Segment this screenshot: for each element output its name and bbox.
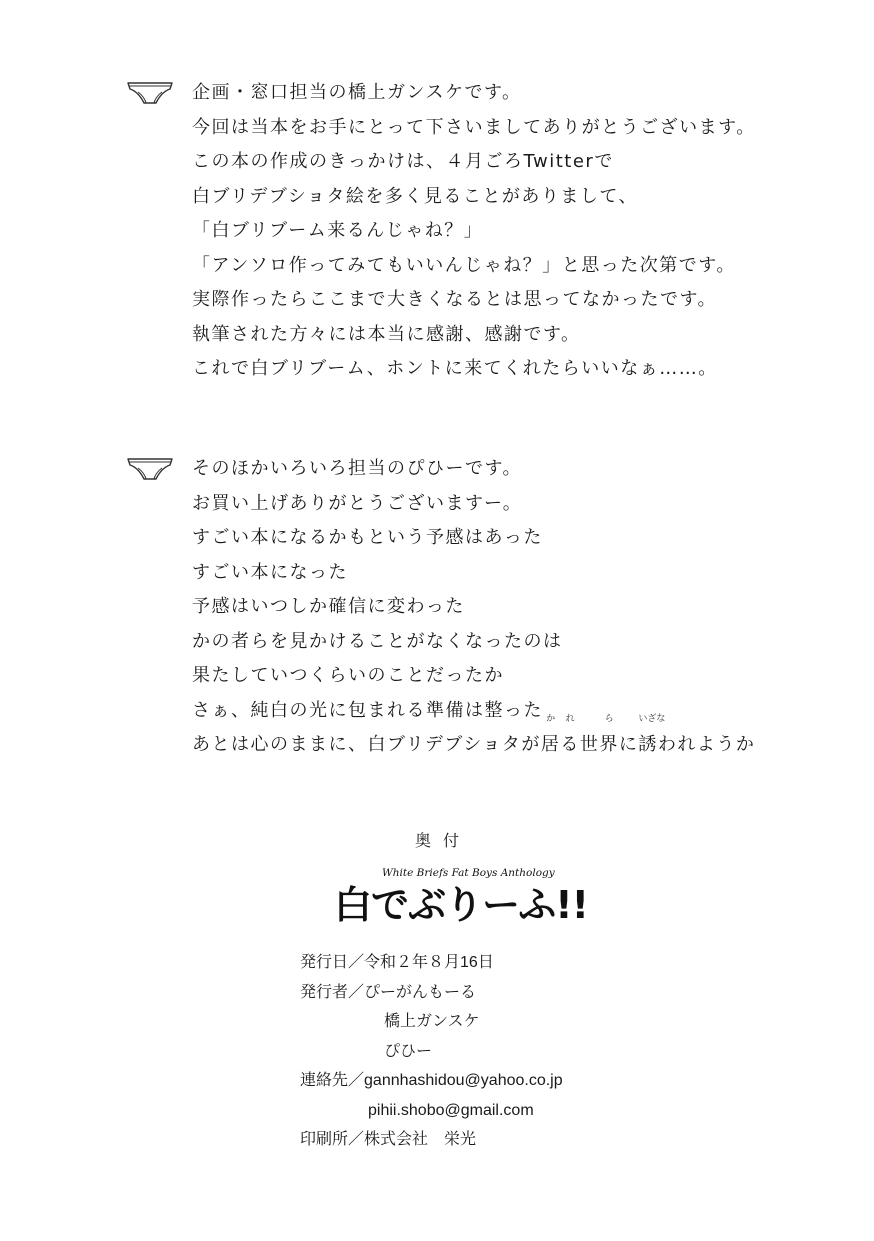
logo-title: 白でぶりーふ!! <box>334 883 588 927</box>
message-line: 今回は当本をお手にとって下さいましてありがとうございます。 <box>192 116 756 138</box>
message-line: お買い上げありがとうございますー。 <box>192 492 523 514</box>
info-row-publisher <box>300 978 563 1008</box>
info-row-printer <box>300 1125 563 1155</box>
contact-email: pihii.shobo@gmail.com <box>368 1101 534 1119</box>
message-line: かの者らを見かけることがなくなったのは <box>192 630 563 652</box>
message-line: 「白ブリブーム来るんじゃね？」 <box>192 220 484 241</box>
info-label: 連絡先／ <box>300 1072 365 1089</box>
info-row-publisher-2 <box>300 1007 563 1037</box>
ruby-izana <box>638 714 666 763</box>
message-line: 企画・窓口担当の橋上ガンスケです。 <box>192 82 522 103</box>
ruby-text: れ <box>565 714 575 724</box>
message-line: 予感はいつしか確信に変わった <box>192 596 465 617</box>
info-value: ぴひー <box>384 1042 433 1060</box>
contact-email: gannhashidou@yahoo.co.jp <box>364 1072 563 1089</box>
anthology-logo <box>332 860 588 927</box>
info-row-publisher-3 <box>300 1037 563 1067</box>
briefs-icon <box>126 456 174 482</box>
message-lines <box>192 76 756 387</box>
info-label: 印刷所／ <box>300 1131 365 1148</box>
message-line: 白ブリデブショタ絵を多く見ることがありまして、 <box>192 185 638 207</box>
line-text: われようか <box>657 734 756 755</box>
ruby-base: 誘 <box>638 734 658 755</box>
message-lines <box>192 452 755 763</box>
info-value: ぴーがんもーる <box>364 983 477 1001</box>
ruby-text: いざな <box>638 714 666 724</box>
ruby-kaku <box>540 714 561 763</box>
info-label: 発行者／ <box>300 983 365 1001</box>
message-line: 実際作ったらここまで大きくなるとは思ってなかったです。 <box>192 289 718 310</box>
message-line: この本の作成のきっかけは、４月ごろTwitterで <box>192 151 614 172</box>
message-line: すごい本になった <box>192 561 348 583</box>
info-value: 株式会社 栄光 <box>364 1131 477 1148</box>
message-line: すごい本になるかもという予感はあった <box>192 527 543 548</box>
message-line: これで白ブリブーム、ホントに来てくれたらいいなぁ……。 <box>192 358 718 379</box>
colophon-title: 奥付 <box>414 831 471 850</box>
message-line: 「アンソロ作ってみてもいいんじゃね？」と思った次第です。 <box>192 254 736 276</box>
message-line: そのほかいろいろ担当のぴひーです。 <box>192 458 523 479</box>
message-line: さぁ、純白の光に包まれる準備は整った <box>192 699 543 721</box>
ruby-re <box>560 714 580 763</box>
info-value: 令和２年８月16日 <box>364 954 494 971</box>
logo-subtitle: White Briefs Fat Boys Anthology <box>382 867 555 879</box>
publication-info <box>300 948 563 1155</box>
ruby-base: 居 <box>540 734 561 755</box>
info-row-date <box>300 948 563 978</box>
message-line-with-ruby <box>192 714 756 763</box>
info-label: 発行日／ <box>300 954 365 971</box>
info-row-contact-2 <box>300 1096 563 1126</box>
message-line: 執筆された方々には本当に感謝、感謝です。 <box>192 323 581 345</box>
message-line: 果たしていつくらいのことだったか <box>192 665 504 686</box>
line-text: あとは心のままに、白ブリデブショタが <box>192 734 541 755</box>
info-value: 橋上ガンスケ <box>384 1013 480 1030</box>
ruby-base: る <box>560 734 580 755</box>
briefs-icon <box>126 80 174 106</box>
ruby-ra <box>579 714 639 763</box>
ruby-text: か <box>546 714 556 724</box>
line-text: 世界に <box>579 734 639 755</box>
ruby-text: ら <box>604 714 614 724</box>
info-row-contact <box>300 1066 563 1096</box>
